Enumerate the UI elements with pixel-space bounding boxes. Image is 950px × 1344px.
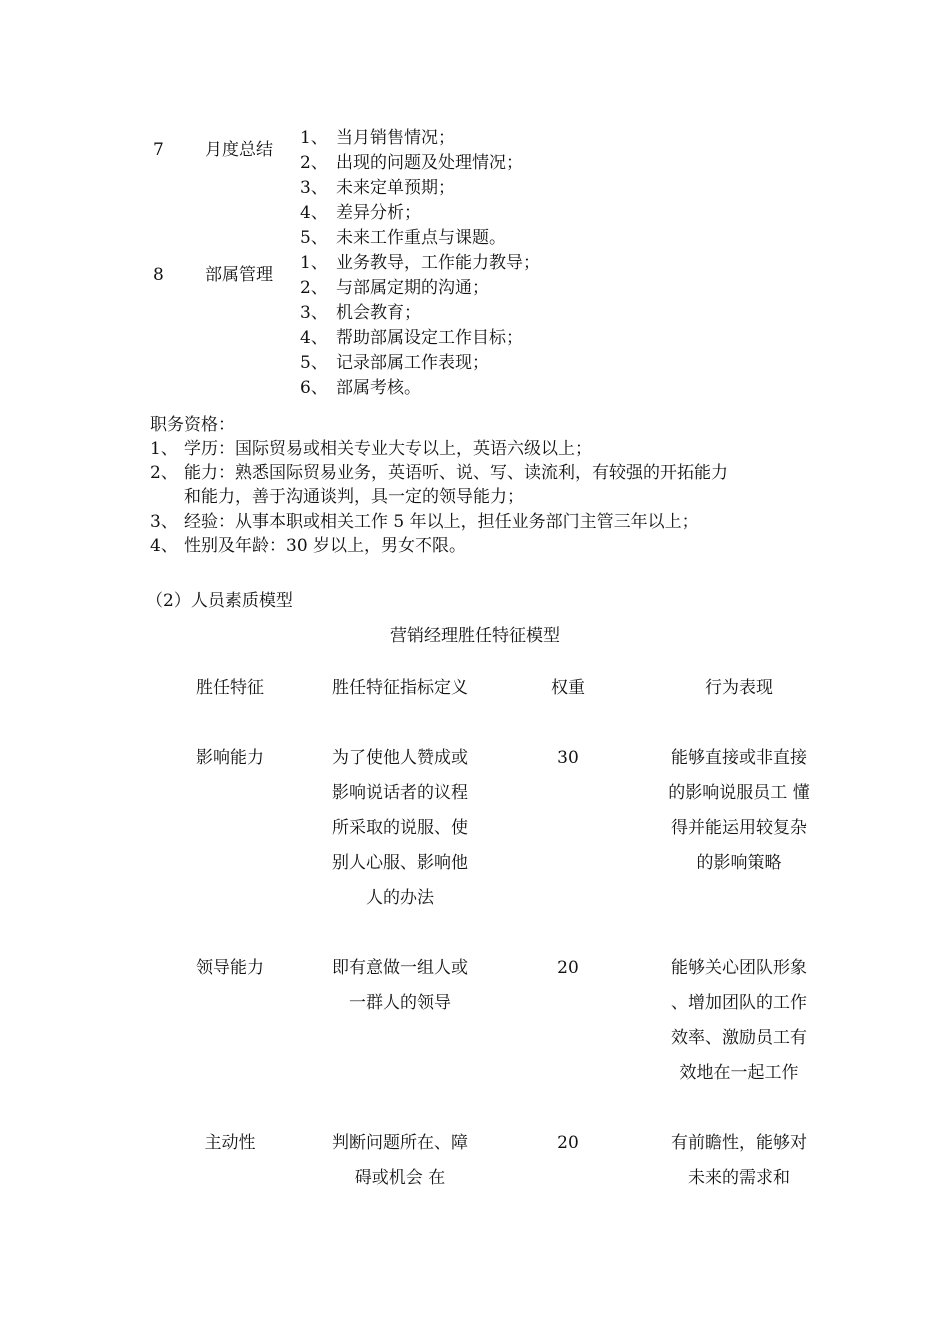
item-number: 6、: [300, 378, 328, 398]
item-number: 4、: [150, 536, 178, 556]
table-cell-weight: 30: [557, 748, 579, 768]
list-item: [300, 176, 455, 201]
table-header-definition: 胜任特征指标定义: [332, 678, 468, 698]
item-number: 4、: [300, 328, 328, 348]
item-text: 机会教育；: [336, 303, 421, 323]
table-header-trait: 胜任特征: [196, 678, 264, 698]
item-number: 2、: [300, 153, 328, 173]
table-cell-behavior: 有前瞻性，能够对未来的需求和: [671, 1133, 807, 1188]
table-cell-weight: 20: [557, 958, 579, 978]
list-item: [300, 276, 489, 301]
table-cell-trait: 领导能力: [196, 958, 264, 978]
list-item: [300, 201, 421, 226]
list-item: [150, 534, 466, 559]
item-text: 未来工作重点与课题。: [336, 228, 506, 248]
item-text: 记录部属工作表现；: [336, 353, 489, 373]
duty-title: 月度总结: [205, 140, 273, 160]
qualifications-heading: 职务资格：: [150, 415, 235, 435]
item-text: 业务教导，工作能力教导；: [336, 253, 540, 273]
item-number: 3、: [300, 303, 328, 323]
table-cell-behavior: 能够关心团队形象 、增加团队的工作效率、激励员工有效地在一起工作: [671, 958, 807, 1083]
list-item: [150, 437, 592, 462]
table-header-weight: 权重: [551, 678, 585, 698]
table-cell-behavior: 能够直接或非直接的影响说服员工 懂得并能运用较复杂的影响策略: [668, 748, 810, 873]
item-text: 未来定单预期；: [336, 178, 455, 198]
table-cell-trait: 影响能力: [196, 748, 264, 768]
item-text: 当月销售情况；: [336, 128, 455, 148]
list-item: [300, 226, 506, 251]
list-item: [300, 151, 523, 176]
list-item: [300, 301, 421, 326]
item-text: 差异分析；: [336, 203, 421, 223]
item-text: 能力：熟悉国际贸易业务，英语听、说、写、读流利，有较强的开拓能力: [184, 463, 728, 483]
section-heading: （2）人员素质模型: [146, 591, 293, 611]
item-text-continued: 和能力，善于沟通谈判，具一定的领导能力；: [184, 487, 524, 507]
item-number: 1、: [300, 253, 328, 273]
item-number: 5、: [300, 353, 328, 373]
item-number: 2、: [150, 463, 178, 483]
list-item: [300, 126, 455, 151]
list-item: [150, 461, 728, 486]
item-number: 1、: [300, 128, 328, 148]
item-number: 3、: [300, 178, 328, 198]
table-cell-trait: 主动性: [204, 1133, 256, 1153]
table-cell-definition: 为了使他人赞成或影响说话者的议程所采取的说服、使别人心服、影响他人的办法: [332, 748, 468, 908]
list-item: [300, 251, 540, 276]
item-number: 3、: [150, 512, 178, 532]
duty-number: 8: [153, 265, 164, 285]
duty-title: 部属管理: [205, 265, 273, 285]
item-text: 帮助部属设定工作目标；: [336, 328, 523, 348]
table-cell-definition: 即有意做一组人或一群人的领导: [332, 958, 468, 1013]
item-number: 4、: [300, 203, 328, 223]
item-text: 部属考核。: [336, 378, 421, 398]
item-text: 与部属定期的沟通；: [336, 278, 489, 298]
item-text: 经验：从事本职或相关工作 5 年以上，担任业务部门主管三年以上；: [184, 512, 699, 532]
table-cell-weight: 20: [557, 1133, 579, 1153]
item-text: 出现的问题及处理情况；: [336, 153, 523, 173]
list-item: [150, 510, 699, 535]
item-text: 性别及年龄：30 岁以上，男女不限。: [184, 536, 467, 556]
item-number: 1、: [150, 439, 178, 459]
list-item: [300, 326, 523, 351]
list-item: [300, 351, 489, 376]
table-header-behavior: 行为表现: [705, 678, 773, 698]
item-text: 学历：国际贸易或相关专业大专以上，英语六级以上；: [184, 439, 592, 459]
item-number: 5、: [300, 228, 328, 248]
item-number: 2、: [300, 278, 328, 298]
list-item: [300, 376, 421, 401]
duty-number: 7: [153, 140, 164, 160]
model-title: 营销经理胜任特征模型: [390, 626, 560, 646]
table-cell-definition: 判断问题所在、障碍或机会 在: [332, 1133, 468, 1188]
